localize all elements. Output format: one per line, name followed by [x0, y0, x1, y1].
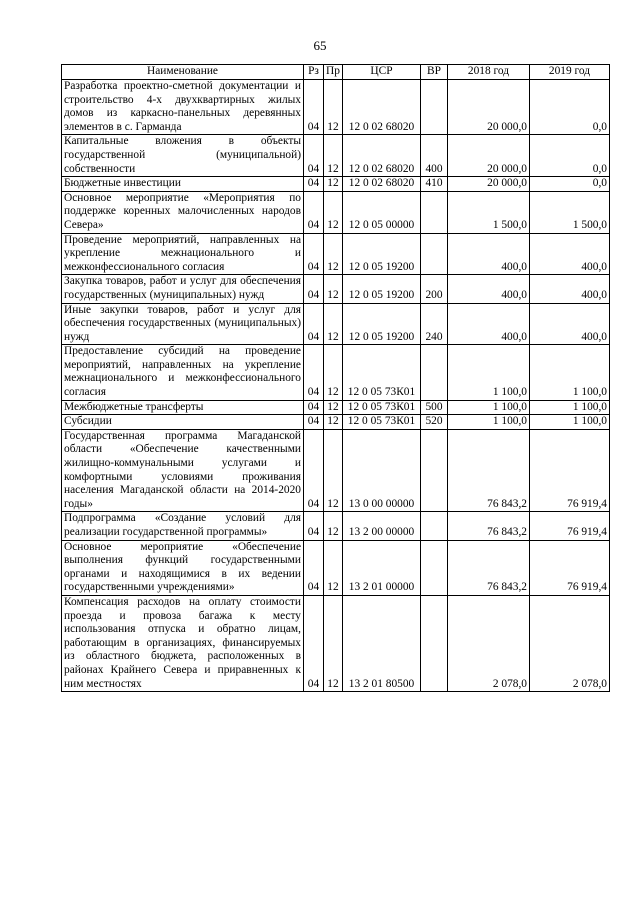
row-2019: 76 919,4 — [530, 429, 610, 512]
row-2018: 1 100,0 — [448, 400, 530, 415]
row-pr: 12 — [324, 177, 343, 192]
table-row — [62, 135, 610, 177]
row-rz: 04 — [304, 191, 324, 233]
page-number: 65 — [313, 38, 327, 53]
row-csr: 12 0 05 19200 — [343, 303, 421, 345]
header-name: Наименование — [62, 65, 304, 80]
row-vr — [421, 233, 448, 275]
row-pr: 12 — [324, 512, 343, 540]
table-row — [62, 400, 610, 415]
row-name: Капитальные вложения в объекты государственной (муниципальной) собственности — [62, 135, 304, 177]
row-csr: 12 0 05 19200 — [343, 233, 421, 275]
row-csr: 12 0 05 73К01 — [343, 400, 421, 415]
row-vr — [421, 595, 448, 691]
table-row — [62, 540, 610, 595]
header-row — [62, 65, 610, 80]
row-rz: 04 — [304, 540, 324, 595]
row-pr: 12 — [324, 345, 343, 400]
table-header — [62, 65, 610, 80]
row-2018: 1 100,0 — [448, 415, 530, 430]
row-2018: 400,0 — [448, 233, 530, 275]
row-name: Межбюджетные трансферты — [62, 400, 304, 415]
table-row — [62, 415, 610, 430]
header-2019: 2019 год — [530, 65, 610, 80]
row-rz: 04 — [304, 512, 324, 540]
row-vr — [421, 512, 448, 540]
row-pr: 12 — [324, 233, 343, 275]
row-2019: 1 100,0 — [530, 345, 610, 400]
row-2019: 0,0 — [530, 80, 610, 135]
table-row — [62, 303, 610, 345]
row-csr: 12 0 05 73К01 — [343, 415, 421, 430]
row-2019: 400,0 — [530, 303, 610, 345]
row-2018: 20 000,0 — [448, 135, 530, 177]
row-name: Основное мероприятие «Мероприятия по поддержке коренных малочисленных народов Севера» — [62, 191, 304, 233]
row-csr: 12 0 05 19200 — [343, 275, 421, 303]
row-vr — [421, 540, 448, 595]
row-name: Основное мероприятие «Обеспечение выполнения функций государственными органами и находящимися в их ведении государственными учреждениями» — [62, 540, 304, 595]
row-rz: 04 — [304, 303, 324, 345]
table-body — [62, 80, 610, 692]
row-2019: 0,0 — [530, 177, 610, 192]
row-name: Проведение мероприятий, направленных на укрепление межнационального и межконфессионального согласия — [62, 233, 304, 275]
row-pr: 12 — [324, 80, 343, 135]
row-2018: 400,0 — [448, 303, 530, 345]
row-csr: 12 0 02 68020 — [343, 80, 421, 135]
row-csr: 12 0 05 73К01 — [343, 345, 421, 400]
row-2018: 76 843,2 — [448, 429, 530, 512]
row-2018: 20 000,0 — [448, 80, 530, 135]
row-rz: 04 — [304, 415, 324, 430]
table-row — [62, 233, 610, 275]
row-pr: 12 — [324, 275, 343, 303]
row-pr: 12 — [324, 540, 343, 595]
row-name: Субсидии — [62, 415, 304, 430]
row-2019: 2 078,0 — [530, 595, 610, 691]
row-csr: 12 0 05 00000 — [343, 191, 421, 233]
row-name: Государственная программа Магаданской области «Обеспечение качественными жилищно-коммунальными услугами и комфортными условиями проживания населения Магаданской области на 2014-2020 годы» — [62, 429, 304, 512]
row-rz: 04 — [304, 80, 324, 135]
table-row — [62, 177, 610, 192]
row-2018: 1 500,0 — [448, 191, 530, 233]
header-rz: Рз — [304, 65, 324, 80]
row-2018: 76 843,2 — [448, 512, 530, 540]
row-name: Бюджетные инвестиции — [62, 177, 304, 192]
row-vr: 240 — [421, 303, 448, 345]
row-vr: 410 — [421, 177, 448, 192]
row-csr: 13 0 00 00000 — [343, 429, 421, 512]
row-pr: 12 — [324, 303, 343, 345]
budget-table — [61, 64, 610, 692]
row-pr: 12 — [324, 135, 343, 177]
row-rz: 04 — [304, 135, 324, 177]
row-vr — [421, 191, 448, 233]
row-2019: 76 919,4 — [530, 512, 610, 540]
row-rz: 04 — [304, 275, 324, 303]
row-rz: 04 — [304, 177, 324, 192]
row-rz: 04 — [304, 429, 324, 512]
table-row — [62, 345, 610, 400]
row-vr: 200 — [421, 275, 448, 303]
row-csr: 13 2 00 00000 — [343, 512, 421, 540]
header-pr: Пр — [324, 65, 343, 80]
row-vr — [421, 345, 448, 400]
row-csr: 12 0 02 68020 — [343, 135, 421, 177]
row-name: Закупка товаров, работ и услуг для обеспечения государственных (муниципальных) нужд — [62, 275, 304, 303]
table-row — [62, 80, 610, 135]
row-rz: 04 — [304, 595, 324, 691]
row-vr: 500 — [421, 400, 448, 415]
row-2019: 76 919,4 — [530, 540, 610, 595]
row-2018: 20 000,0 — [448, 177, 530, 192]
row-vr: 400 — [421, 135, 448, 177]
row-2018: 400,0 — [448, 275, 530, 303]
row-vr: 520 — [421, 415, 448, 430]
table-row — [62, 595, 610, 691]
row-2018: 2 078,0 — [448, 595, 530, 691]
row-name: Подпрограмма «Создание условий для реализации государственной программы» — [62, 512, 304, 540]
row-csr: 13 2 01 80500 — [343, 595, 421, 691]
row-vr — [421, 80, 448, 135]
table-row — [62, 191, 610, 233]
row-csr: 13 2 01 00000 — [343, 540, 421, 595]
row-rz: 04 — [304, 400, 324, 415]
row-vr — [421, 429, 448, 512]
row-2019: 0,0 — [530, 135, 610, 177]
row-2019: 1 500,0 — [530, 191, 610, 233]
row-csr: 12 0 02 68020 — [343, 177, 421, 192]
row-rz: 04 — [304, 233, 324, 275]
row-2018: 1 100,0 — [448, 345, 530, 400]
row-2019: 1 100,0 — [530, 400, 610, 415]
header-csr: ЦСР — [343, 65, 421, 80]
row-2018: 76 843,2 — [448, 540, 530, 595]
table-row — [62, 512, 610, 540]
row-name: Разработка проектно-сметной документации и строительство 4-х двухквартирных жилых домов из каркасно-панельных деревянных элементов в с. Гарманда — [62, 80, 304, 135]
row-pr: 12 — [324, 191, 343, 233]
row-rz: 04 — [304, 345, 324, 400]
row-pr: 12 — [324, 595, 343, 691]
row-name: Предоставление субсидий на проведение мероприятий, направленных на укрепление межнационального и межконфессионального согласия — [62, 345, 304, 400]
row-pr: 12 — [324, 415, 343, 430]
row-2019: 1 100,0 — [530, 415, 610, 430]
table-row — [62, 275, 610, 303]
row-pr: 12 — [324, 429, 343, 512]
row-2019: 400,0 — [530, 275, 610, 303]
row-pr: 12 — [324, 400, 343, 415]
header-vr: ВР — [421, 65, 448, 80]
row-name: Иные закупки товаров, работ и услуг для обеспечения государственных (муниципальных) нужд — [62, 303, 304, 345]
row-name: Компенсация расходов на оплату стоимости проезда и провоза багажа к месту использования отпуска и обратно лицам, работающим в организациях, финансируемых из областного бюджета, расположенных в районах Крайнего Севера и приравненных к ним местностях — [62, 595, 304, 691]
table-row — [62, 429, 610, 512]
header-2018: 2018 год — [448, 65, 530, 80]
row-2019: 400,0 — [530, 233, 610, 275]
